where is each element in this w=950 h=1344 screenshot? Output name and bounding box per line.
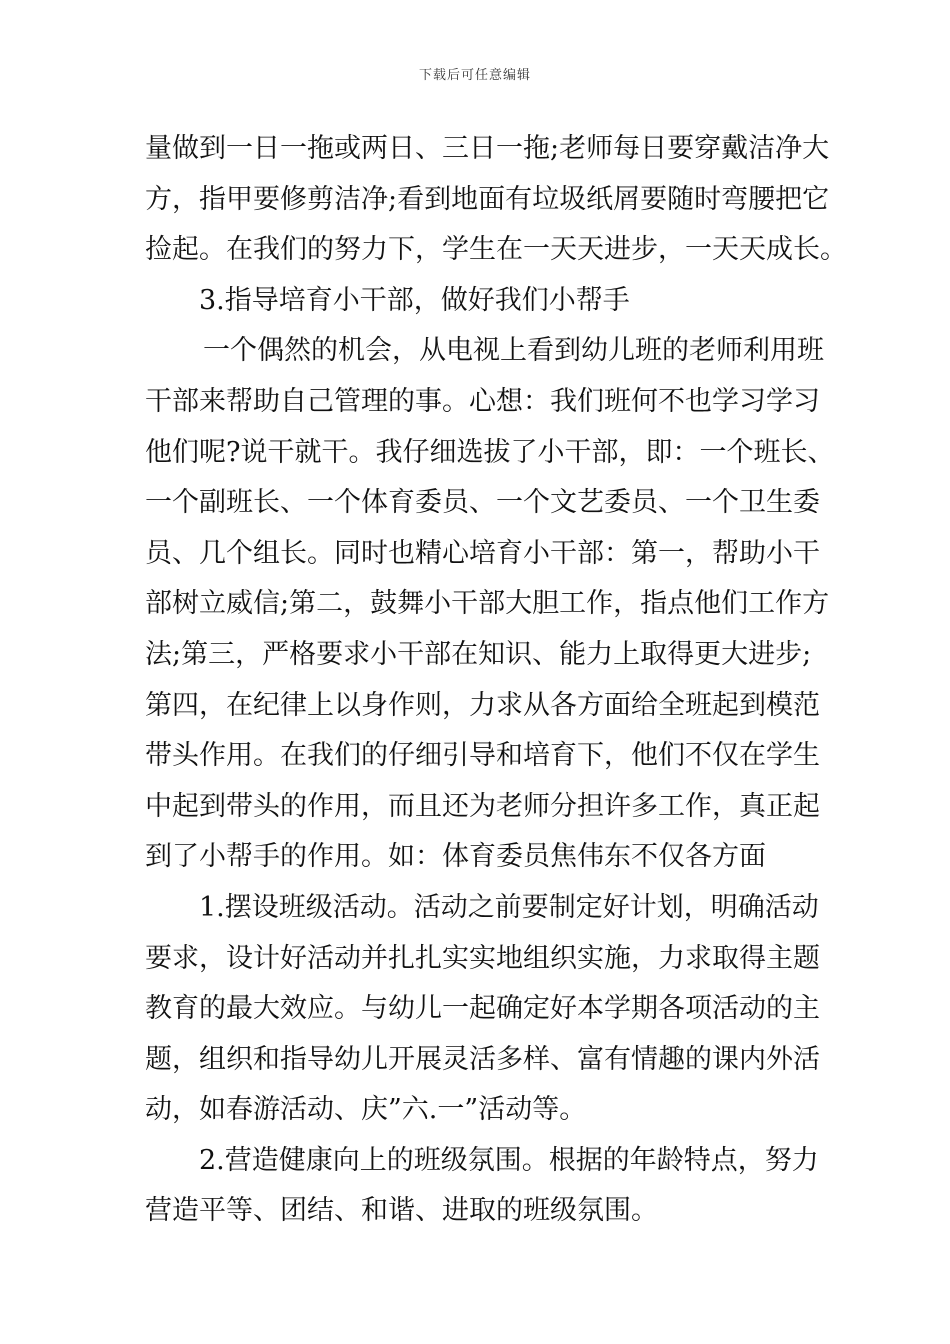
paragraph-5 bbox=[145, 1136, 819, 1237]
text-line: 到了小帮手的作用。如：体育委员焦伟东不仅各方面 bbox=[145, 841, 766, 873]
paragraph-3 bbox=[145, 326, 835, 883]
text-line: 3.指导培育小干部，做好我们小帮手 bbox=[199, 284, 630, 316]
text-line: 一个偶然的机会，从电视上看到幼儿班的老师利用班 bbox=[203, 335, 824, 367]
text-line: 动，如春游活动、庆”六.一”活动等。 bbox=[145, 1094, 587, 1126]
text-line: 教育的最大效应。与幼儿一起确定好本学期各项活动的主 bbox=[145, 993, 820, 1025]
text-line: 捡起。在我们的努力下，学生在一天天进步，一天天成长。 bbox=[145, 234, 847, 266]
text-line: 干部来帮助自己管理的事。心想：我们班何不也学习学习 bbox=[145, 385, 820, 417]
page-header: 下载后可任意编辑 bbox=[418, 68, 531, 83]
text-line: 量做到一日一拖或两日、三日一拖;老师每日要穿戴洁净大 bbox=[145, 133, 830, 164]
text-line: 带头作用。在我们的仔细引导和培育下，他们不仅在学生 bbox=[145, 740, 820, 772]
body-text bbox=[145, 124, 847, 1237]
paragraph-2-heading bbox=[145, 276, 810, 327]
text-line: 第四，在纪律上以身作则，力求从各方面给全班起到模范 bbox=[145, 689, 820, 721]
text-line: 员、几个组长。同时也精心培育小干部：第一，帮助小干 bbox=[145, 537, 820, 569]
text-line: 2.营造健康向上的班级氛围。根据的年龄特点，努力 bbox=[199, 1144, 819, 1176]
text-line: 部树立威信;第二，鼓舞小干部大胆工作，指点他们工作方 bbox=[145, 588, 830, 620]
text-line: 1.摆设班级活动。活动之前要制定好计划，明确活动 bbox=[199, 891, 819, 923]
text-line: 营造平等、团结、和谐、进取的班级氛围。 bbox=[145, 1195, 658, 1227]
text-line: 他们呢?说干就干。我仔细选拔了小干部，即：一个班长、 bbox=[145, 436, 835, 468]
paragraph-4 bbox=[145, 883, 820, 1136]
text-line: 法;第三，严格要求小干部在知识、能力上取得更大进步; bbox=[145, 638, 812, 670]
text-line: 中起到带头的作用，而且还为老师分担许多工作，真正起 bbox=[145, 790, 820, 822]
text-line: 方，指甲要修剪洁净;看到地面有垃圾纸屑要随时弯腰把它 bbox=[145, 183, 830, 215]
text-line: 一个副班长、一个体育委员、一个文艺委员、一个卫生委 bbox=[145, 487, 820, 519]
paragraph-1 bbox=[145, 124, 847, 276]
text-line: 要求，设计好活动并扎扎实实地组织实施，力求取得主题 bbox=[145, 942, 820, 974]
text-line: 题，组织和指导幼儿开展灵活多样、富有情趣的课内外活 bbox=[145, 1043, 820, 1075]
